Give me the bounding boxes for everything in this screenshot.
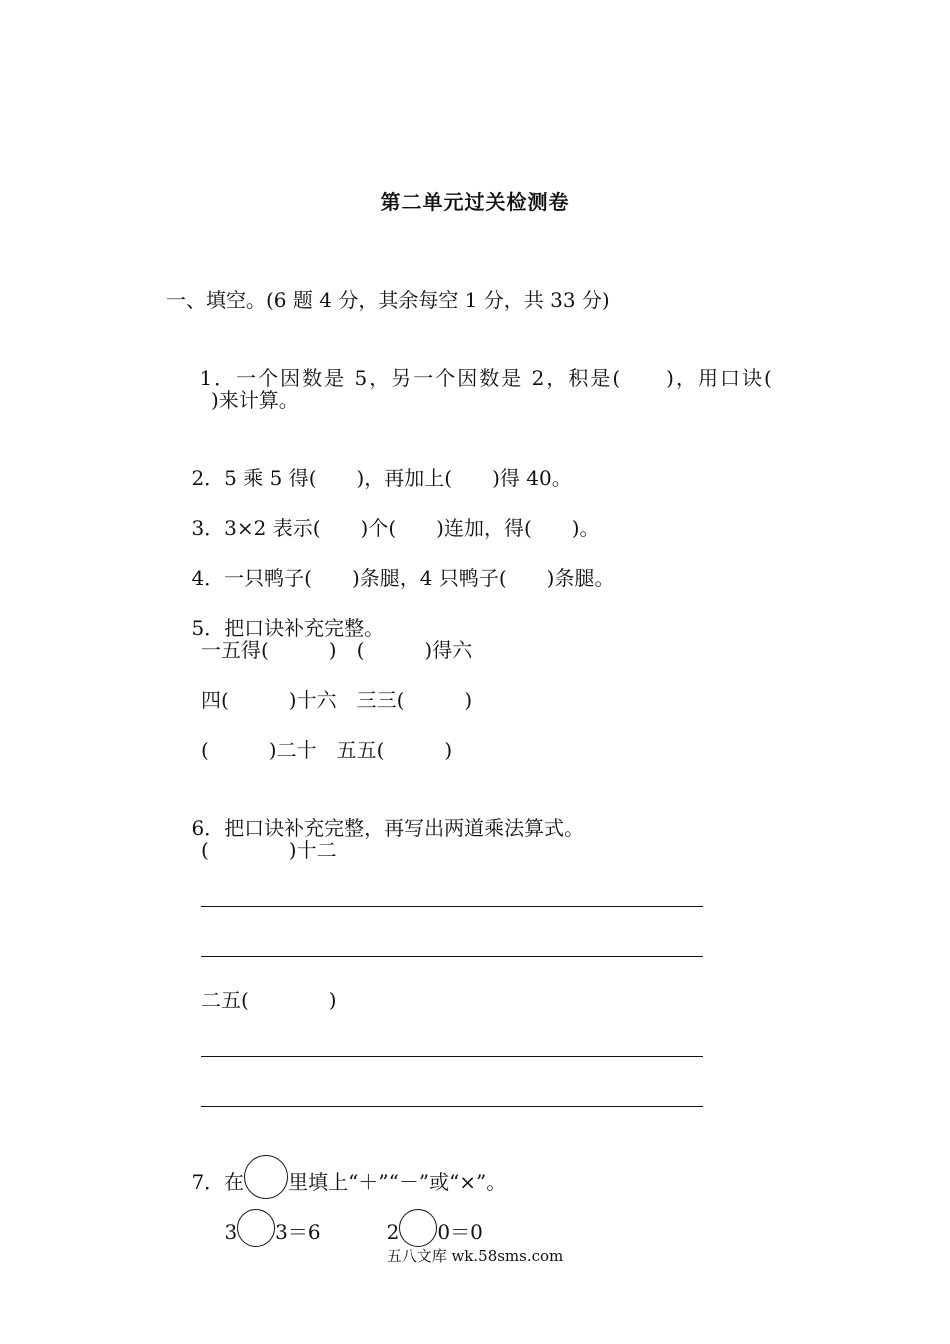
section-heading: 一、填空。(6 题 4 分，其余每空 1 分，共 33 分): [166, 288, 610, 312]
question-5-row-1: 一五得( ) ( )得六: [201, 638, 473, 662]
footer-watermark: 五八文库 wk.58sms.com: [386, 1247, 564, 1265]
question-text: 一个因数是 5，另一个因数是 2，积是( )，用口诀(: [236, 366, 774, 390]
question-text-after: 里填上“＋”“－”或“×”。: [288, 1170, 507, 1194]
question-number: 4．: [191, 566, 225, 590]
equation-2-right: 0＝0: [437, 1220, 483, 1244]
question-1-line-2: )来计算。: [211, 388, 299, 412]
question-5-row-2: 四( )十六 三三( ): [201, 688, 473, 712]
answer-line: [201, 1056, 703, 1057]
question-number: 5．: [191, 616, 225, 640]
question-number: 6．: [191, 816, 225, 840]
answer-circle-icon[interactable]: [399, 1209, 437, 1247]
question-number: 7．: [191, 1170, 225, 1194]
answer-circle-icon[interactable]: [237, 1209, 275, 1247]
question-text: 5 乘 5 得( )，再加上( )得 40。: [224, 466, 572, 490]
question-text-before: 在: [224, 1170, 245, 1194]
equation-1-right: 3＝6: [275, 1220, 321, 1244]
question-text: 把口诀补充完整，再写出两道乘法算式。: [224, 816, 585, 840]
answer-line: [201, 906, 703, 907]
answer-line: [201, 1106, 703, 1107]
answer-line: [201, 956, 703, 957]
question-6-item-1: ( )十二: [201, 838, 337, 862]
equation-2-left: 2: [386, 1220, 400, 1244]
question-number: 3．: [191, 516, 225, 540]
question-text: 一只鸭子( )条腿，4 只鸭子( )条腿。: [224, 566, 615, 590]
question-number: 2．: [191, 466, 225, 490]
question-text: 3×2 表示( )个( )连加，得( )。: [224, 516, 600, 540]
question-6-item-2: 二五( ): [201, 988, 337, 1012]
question-5-row-3: ( )二十 五五( ): [201, 738, 453, 762]
question-number: 1．: [199, 366, 237, 390]
equation-1-left: 3: [224, 1220, 238, 1244]
page-title: 第二单元过关检测卷: [380, 190, 570, 214]
question-text: 把口诀补充完整。: [224, 616, 385, 640]
